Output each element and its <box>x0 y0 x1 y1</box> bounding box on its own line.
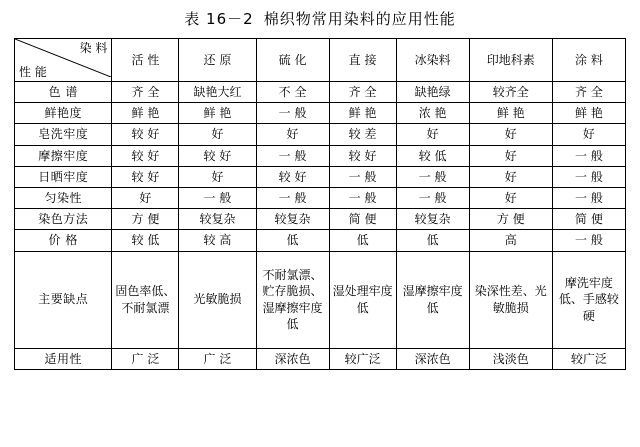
table-cell: 一 般 <box>396 187 469 208</box>
table-cell: 好 <box>179 124 256 145</box>
row-header: 摩擦牢度 <box>15 145 112 166</box>
table-cell: 一 般 <box>552 166 625 187</box>
table-cell: 深浓色 <box>256 348 329 369</box>
column-header: 活 性 <box>112 39 179 82</box>
table-cell: 较复杂 <box>256 209 329 230</box>
table-cell: 鲜 艳 <box>179 103 256 124</box>
table-cell: 较 好 <box>329 145 396 166</box>
table-cell: 低 <box>256 230 329 251</box>
table-cell: 较 好 <box>179 145 256 166</box>
table-row <box>15 103 626 124</box>
table-cell: 好 <box>469 145 552 166</box>
table-cell: 一 般 <box>396 166 469 187</box>
table-row <box>15 187 626 208</box>
table-cell: 一 般 <box>329 166 396 187</box>
table-cell: 齐 全 <box>552 82 625 103</box>
table-row <box>15 145 626 166</box>
table-cell: 好 <box>552 124 625 145</box>
table-cell: 好 <box>179 166 256 187</box>
table-row <box>15 166 626 187</box>
table-row <box>15 209 626 230</box>
table-cell: 较广泛 <box>552 348 625 369</box>
table-cell: 好 <box>469 166 552 187</box>
row-header: 色 谱 <box>15 82 112 103</box>
table-cell: 一 般 <box>179 187 256 208</box>
row-header: 日晒牢度 <box>15 166 112 187</box>
table-cell: 浓 艳 <box>396 103 469 124</box>
table-row <box>15 251 626 348</box>
table-cell: 较复杂 <box>179 209 256 230</box>
table-cell: 较 低 <box>396 145 469 166</box>
table-cell: 光敏脆损 <box>179 251 256 348</box>
row-header: 匀染性 <box>15 187 112 208</box>
corner-row-header: 性 能 <box>19 64 47 79</box>
table-cell: 一 般 <box>256 187 329 208</box>
table-cell: 不 全 <box>256 82 329 103</box>
table-cell: 齐 全 <box>112 82 179 103</box>
table-cell: 方 便 <box>112 209 179 230</box>
column-header: 涂 料 <box>552 39 625 82</box>
table-cell: 不耐氯漂、贮存脆损、湿摩擦牢度低 <box>256 251 329 348</box>
table-cell: 一 般 <box>256 103 329 124</box>
table-cell: 广 泛 <box>179 348 256 369</box>
row-header: 皂洗牢度 <box>15 124 112 145</box>
table-cell: 高 <box>469 230 552 251</box>
dye-properties-table <box>14 38 626 370</box>
table-cell: 较 好 <box>112 166 179 187</box>
table-cell: 较 低 <box>112 230 179 251</box>
table-row <box>15 348 626 369</box>
table-cell: 较 好 <box>112 124 179 145</box>
table-cell: 方 便 <box>469 209 552 230</box>
table-number: 表 16－2 <box>184 10 254 28</box>
corner-column-header: 染 料 <box>79 41 108 55</box>
column-header: 印地科素 <box>469 39 552 82</box>
table-cell: 较齐全 <box>469 82 552 103</box>
column-header: 冰染料 <box>396 39 469 82</box>
table-cell: 好 <box>469 124 552 145</box>
table-cell: 低 <box>396 230 469 251</box>
table-cell: 好 <box>256 124 329 145</box>
table-cell: 湿处理牢度低 <box>329 251 396 348</box>
table-cell: 一 般 <box>256 145 329 166</box>
table-cell: 较复杂 <box>396 209 469 230</box>
table-cell: 齐 全 <box>329 82 396 103</box>
table-cell: 较 好 <box>112 145 179 166</box>
table-cell: 鲜 艳 <box>329 103 396 124</box>
table-cell: 简 便 <box>329 209 396 230</box>
table-cell: 深浓色 <box>396 348 469 369</box>
table-cell: 湿摩擦牢度低 <box>396 251 469 348</box>
row-header: 主要缺点 <box>15 251 112 348</box>
column-header: 还 原 <box>179 39 256 82</box>
table-cell: 一 般 <box>552 230 625 251</box>
table-row <box>15 82 626 103</box>
table-cell: 染深性差、光敏脆损 <box>469 251 552 348</box>
table-header-row <box>15 39 626 82</box>
corner-header-cell <box>15 39 112 82</box>
table-body <box>15 39 626 370</box>
table-cell: 一 般 <box>552 145 625 166</box>
table-cell: 一 般 <box>329 187 396 208</box>
table-cell: 摩洗牢度低、手感较硬 <box>552 251 625 348</box>
column-header: 硫 化 <box>256 39 329 82</box>
row-header: 染色方法 <box>15 209 112 230</box>
table-cell: 较广泛 <box>329 348 396 369</box>
table-cell: 浅淡色 <box>469 348 552 369</box>
table-title: 棉织物常用染料的应用性能 <box>263 10 456 28</box>
table-row <box>15 124 626 145</box>
table-cell: 较 好 <box>256 166 329 187</box>
table-cell: 较 高 <box>179 230 256 251</box>
table-cell: 鲜 艳 <box>552 103 625 124</box>
table-cell: 好 <box>112 187 179 208</box>
row-header: 鲜艳度 <box>15 103 112 124</box>
column-header: 直 接 <box>329 39 396 82</box>
table-cell: 缺艳绿 <box>396 82 469 103</box>
row-header: 价 格 <box>15 230 112 251</box>
table-cell: 鲜 艳 <box>112 103 179 124</box>
table-cell: 较 差 <box>329 124 396 145</box>
table-cell: 一 般 <box>552 187 625 208</box>
table-cell: 固色率低、不耐氯漂 <box>112 251 179 348</box>
table-caption <box>0 0 640 38</box>
table-cell: 简 便 <box>552 209 625 230</box>
table-cell: 好 <box>396 124 469 145</box>
table-cell: 缺艳大红 <box>179 82 256 103</box>
table-cell: 好 <box>469 187 552 208</box>
table-cell: 鲜 艳 <box>469 103 552 124</box>
table-cell: 广 泛 <box>112 348 179 369</box>
row-header: 适用性 <box>15 348 112 369</box>
table-cell: 低 <box>329 230 396 251</box>
table-row <box>15 230 626 251</box>
